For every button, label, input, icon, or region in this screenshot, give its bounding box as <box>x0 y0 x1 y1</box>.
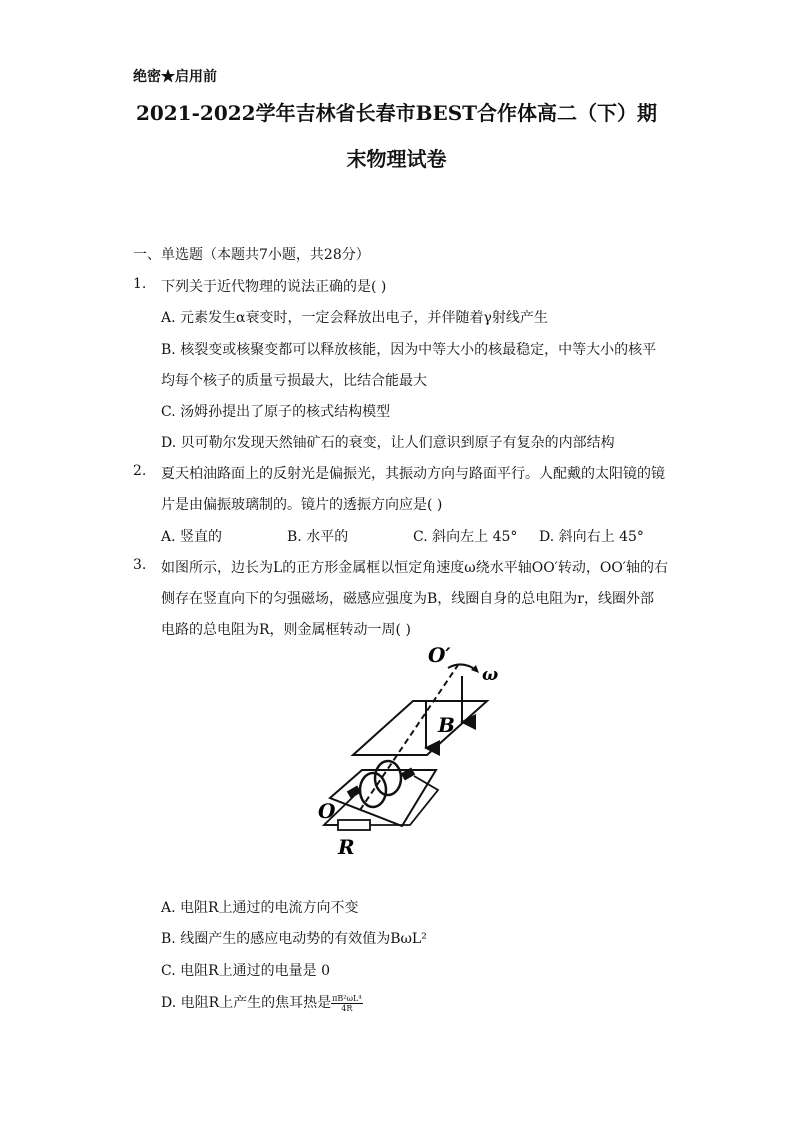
resistor-r <box>338 820 370 830</box>
question-number: 2. <box>133 463 147 479</box>
option-d: D. 贝可勒尔发现天然铀矿石的衰变，让人们意识到原子有复杂的内部结构 <box>161 435 615 451</box>
question-stem-continued: 片是由偏振玻璃制的。镜片的透振方向应是( ) <box>161 497 443 513</box>
question-number: 1. <box>133 276 147 292</box>
option-d: D. 斜向右上 45° <box>539 529 644 545</box>
rotating-frame-figure <box>290 640 510 865</box>
option-a: A. 电阻R上通过的电流方向不变 <box>161 900 359 916</box>
option-c: C. 汤姆孙提出了原子的核式结构模型 <box>161 404 391 420</box>
fraction-denominator: 4R <box>341 1003 353 1013</box>
option-b: B. 线圈产生的感应电动势的有效值为BωL² <box>161 931 427 947</box>
option-d <box>161 992 363 1013</box>
label-r: R <box>338 835 355 859</box>
label-b: B <box>438 713 455 737</box>
rotation-arrowhead <box>471 665 479 673</box>
title-line-1: 2021-2022学年吉林省长春市BEST合作体高二（下）期 <box>135 101 658 125</box>
question-stem-continued: 电路的总电阻为R，则金属框转动一周( ) <box>161 622 411 638</box>
option-c: C. 电阻R上通过的电量是 0 <box>161 963 331 979</box>
question-stem: 下列关于近代物理的说法正确的是( ) <box>161 279 387 295</box>
joule-heat-fraction <box>331 994 362 1013</box>
option-b: B. 水平的 <box>287 529 349 545</box>
slip-ring <box>375 761 401 795</box>
secret-label: 绝密★启用前 <box>133 69 217 85</box>
option-c: C. 斜向左上 45° <box>413 529 518 545</box>
label-o-prime: O′ <box>428 643 451 667</box>
question-stem: 夏天柏油路面上的反射光是偏振光，其振动方向与路面平行。人配戴的太阳镜的镜 <box>161 466 665 482</box>
question-number: 3. <box>133 557 147 573</box>
field-region <box>353 701 487 755</box>
label-omega: ω <box>482 665 499 685</box>
option-b-continued: 均每个核子的质量亏损最大，比结合能最大 <box>161 373 427 389</box>
question-stem-continued: 侧存在竖直向下的匀强磁场，磁感应强度为B，线圈自身的总电阻为r，线圈外部 <box>161 591 654 607</box>
label-o: O <box>318 799 336 823</box>
question-stem: 如图所示，边长为L的正方形金属框以恒定角速度ω绕水平轴OO′转动，OO′轴的右 <box>161 560 668 576</box>
section-heading: 一、单选题（本题共7小题，共28分） <box>133 247 370 263</box>
option-b: B. 核裂变或核聚变都可以释放核能，因为中等大小的核最稳定，中等大小的核平 <box>161 342 657 358</box>
option-a: A. 竖直的 <box>161 529 223 545</box>
page-title <box>120 90 673 182</box>
option-a: A. 元素发生α衰变时，一定会释放出电子，并伴随着γ射线产生 <box>161 310 548 326</box>
rotation-arrow <box>448 664 476 670</box>
option-d-text: D. 电阻R上产生的焦耳热是 <box>161 995 332 1011</box>
fraction-numerator: πB²ωL⁴ <box>332 993 362 1003</box>
title-line-2: 末物理试卷 <box>346 147 447 171</box>
